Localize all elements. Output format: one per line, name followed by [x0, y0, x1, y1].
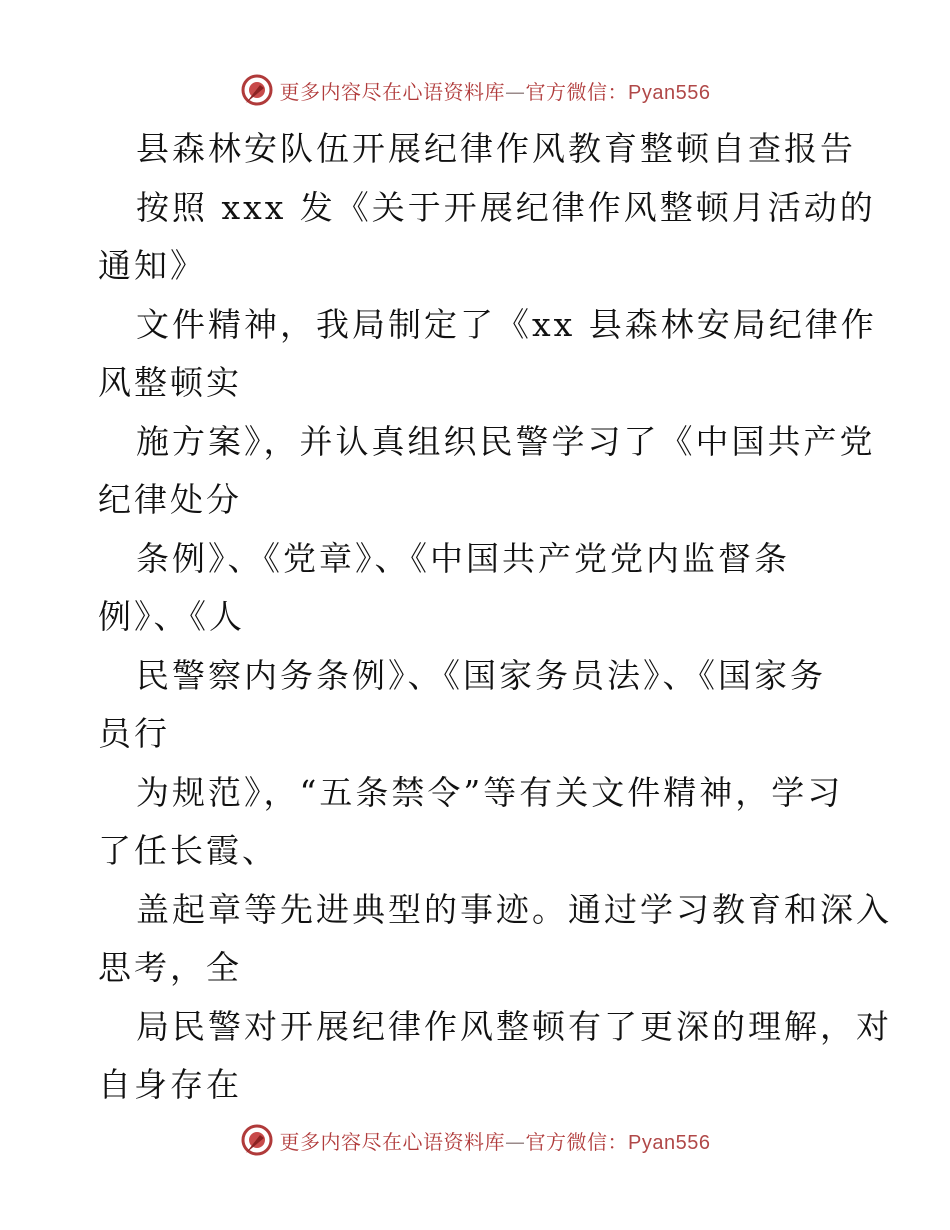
- pen-logo-icon: [240, 73, 274, 107]
- footer-watermark: [0, 1120, 950, 1160]
- text-line: 局民警对开展纪律作风整顿有了更深的理解，对: [136, 1006, 892, 1046]
- document-body: [98, 120, 892, 1115]
- header-watermark: [0, 70, 950, 110]
- text-line: 条例》、《党章》、《中国共产党党内监督条: [136, 538, 790, 578]
- text-line: 民警察内务条例》、《国家务员法》、《国家务: [136, 655, 826, 695]
- watermark-wechat-id: Pyan556: [628, 81, 711, 104]
- text-line: 自身存在: [98, 1065, 242, 1104]
- text-line: 按照 xxx 发《关于开展纪律作风整顿月活动的: [136, 187, 876, 227]
- watermark-brand: 更多内容尽在心语资料库: [279, 79, 506, 104]
- pen-logo-icon: [240, 1123, 274, 1157]
- watermark-dash: —: [505, 1129, 526, 1154]
- text-line: 例》、《人: [98, 597, 245, 636]
- watermark-text: [280, 1126, 711, 1155]
- text-line: 盖起章等先进典型的事迹。通过学习教育和深入: [136, 889, 892, 929]
- watermark-brand: 更多内容尽在心语资料库: [279, 1129, 506, 1154]
- text-line: 文件精神，我局制定了《xx 县森林安局纪律作: [136, 304, 877, 344]
- document-title: 县森林安队伍开展纪律作风教育整顿自查报告: [136, 129, 856, 168]
- watermark-dash: —: [505, 79, 526, 104]
- text-line: 思考，全: [98, 948, 242, 987]
- text-line: 风整顿实: [98, 363, 242, 402]
- watermark-wechat-id: Pyan556: [628, 1131, 711, 1154]
- text-line: 通知》: [98, 246, 206, 285]
- watermark-wechat-label: 官方微信：: [525, 1129, 629, 1154]
- watermark-text: [280, 76, 711, 105]
- text-line: 纪律处分: [98, 480, 242, 519]
- text-line: 员行: [98, 714, 170, 753]
- text-line: 了任长霞、: [98, 831, 278, 870]
- text-line: 为规范》，“五条禁令”等有关文件精神，学习: [136, 772, 844, 812]
- watermark-wechat-label: 官方微信：: [525, 79, 629, 104]
- text-line: 施方案》，并认真组织民警学习了《中国共产党: [136, 421, 876, 461]
